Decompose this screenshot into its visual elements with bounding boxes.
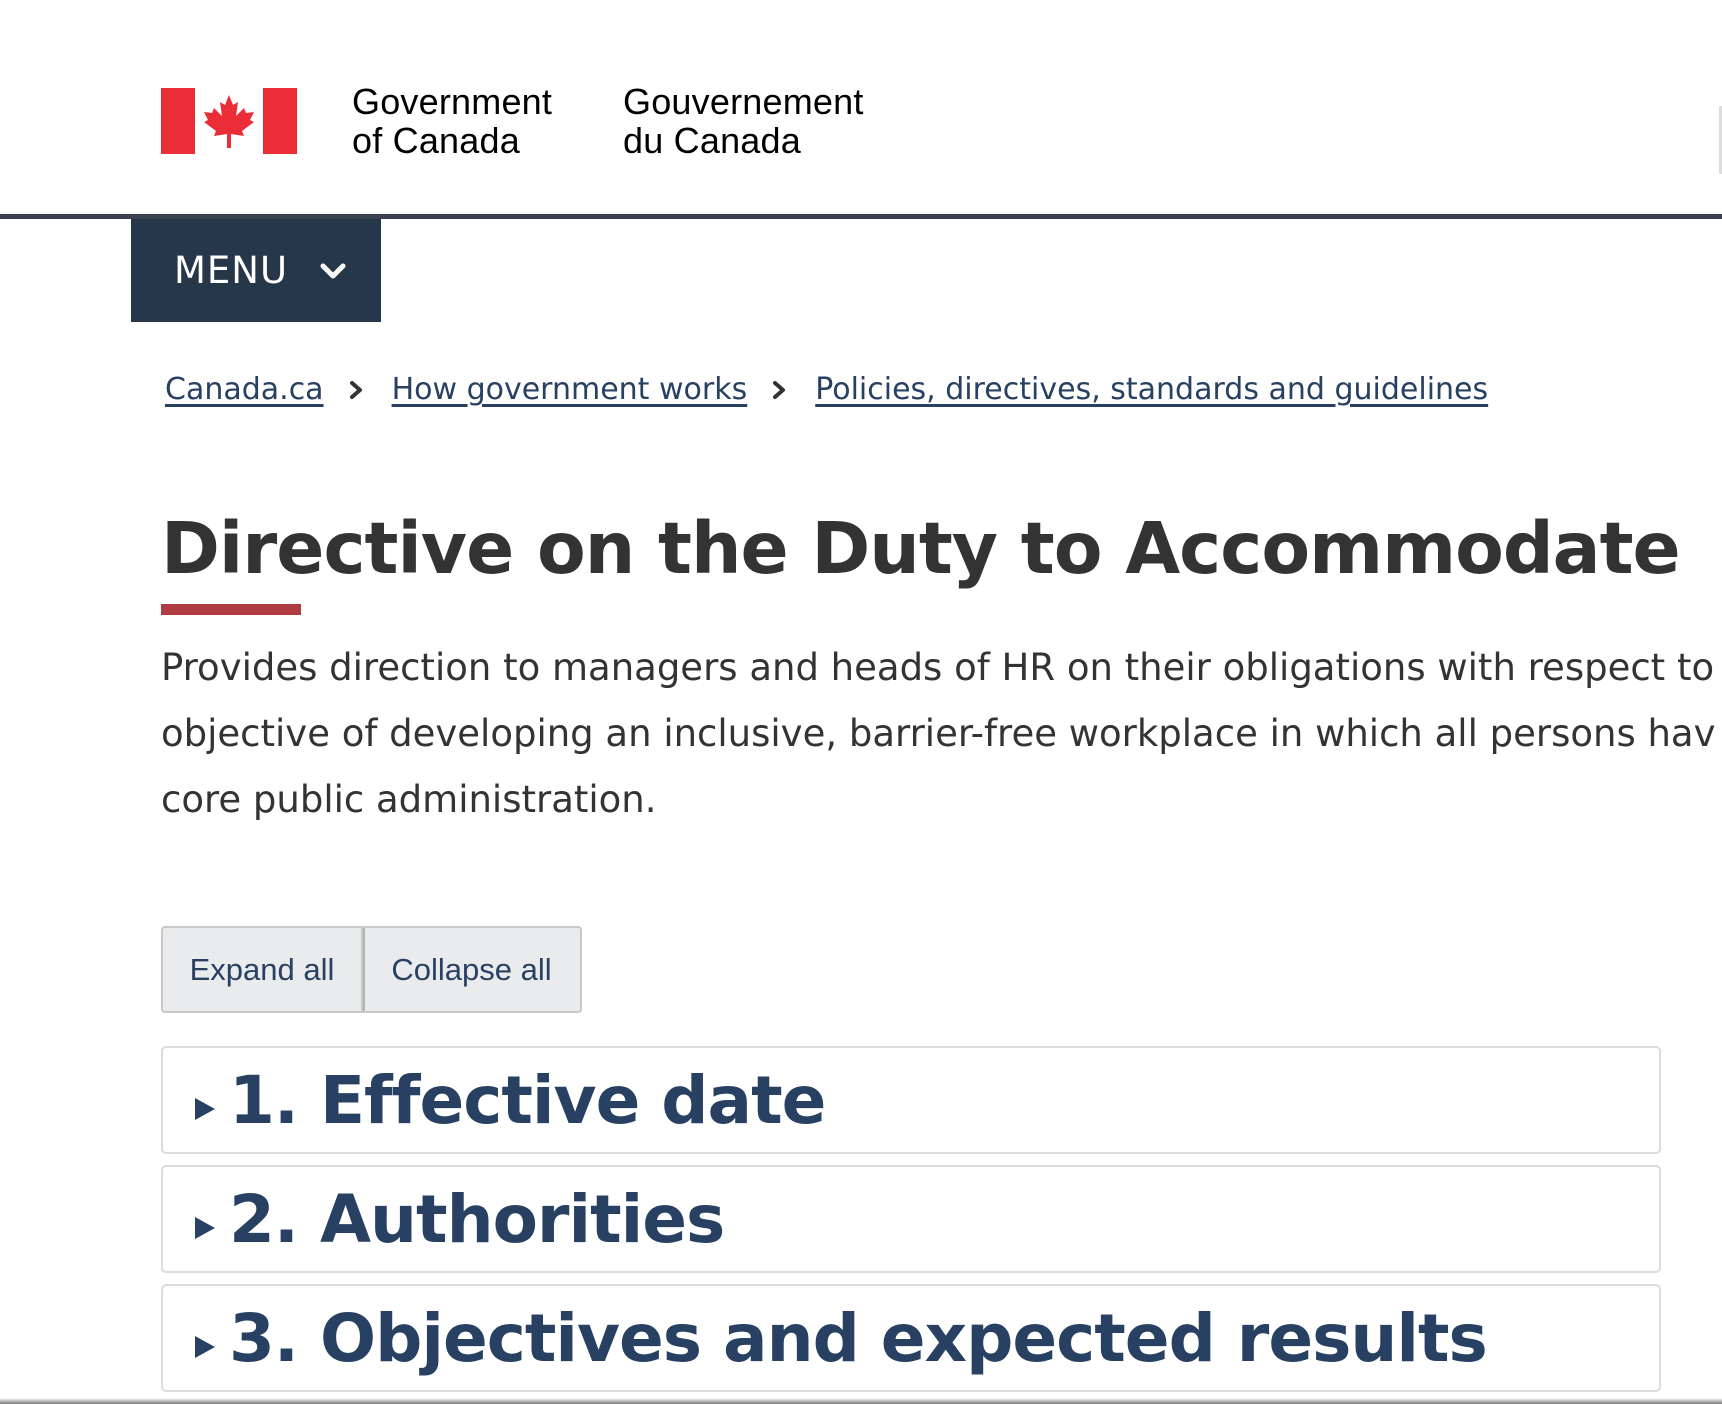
accordion-item-objectives[interactable] [161, 1284, 1661, 1392]
expand-all-button[interactable]: Expand all [161, 926, 363, 1013]
canada-flag-icon [161, 88, 297, 154]
chevron-right-icon [346, 379, 366, 401]
site-header [0, 0, 1722, 214]
triangle-right-icon [193, 1096, 217, 1122]
accordion-title: 2. Authorities [229, 1180, 725, 1258]
wordmark-fr-line1: Gouvernement [623, 81, 864, 122]
intro-line-1: Provides direction to managers and heads of HR on their obligations with respect to [161, 646, 1715, 689]
intro-line-3: core public administration. [161, 778, 657, 821]
intro-line-2: objective of developing an inclusive, barrier-free workplace in which all persons hav [161, 712, 1716, 755]
collapse-all-button[interactable]: Collapse all [363, 926, 582, 1013]
breadcrumb [165, 372, 1488, 407]
wordmark-fr-line2: du Canada [623, 120, 801, 161]
bottom-edge-shadow [0, 1398, 1722, 1404]
menu-button[interactable] [131, 219, 381, 322]
breadcrumb-link-canada[interactable]: Canada.ca [165, 372, 324, 407]
wordmark-en-line1: Government [352, 81, 553, 122]
accordion-title: 3. Objectives and expected results [229, 1299, 1487, 1377]
chevron-down-icon [318, 261, 348, 281]
expand-collapse-group [161, 926, 582, 1013]
title-accent-bar [161, 604, 301, 615]
triangle-right-icon [193, 1215, 217, 1241]
wordmark-en-line2: of Canada [352, 120, 520, 161]
menu-label: MENU [174, 249, 289, 292]
breadcrumb-link-policies[interactable]: Policies, directives, standards and guidelines [815, 372, 1489, 407]
intro-paragraph [161, 635, 1722, 833]
page-title: Directive on the Duty to Accommodate [161, 507, 1680, 590]
government-of-canada-wordmark-fr[interactable] [623, 82, 864, 160]
triangle-right-icon [193, 1334, 217, 1360]
breadcrumb-link-how-government-works[interactable]: How government works [391, 372, 748, 407]
government-of-canada-wordmark-en[interactable] [352, 82, 552, 160]
accordion-item-authorities[interactable] [161, 1165, 1661, 1273]
accordion-item-effective-date[interactable] [161, 1046, 1661, 1154]
chevron-right-icon [769, 379, 789, 401]
accordion-title: 1. Effective date [229, 1061, 826, 1139]
